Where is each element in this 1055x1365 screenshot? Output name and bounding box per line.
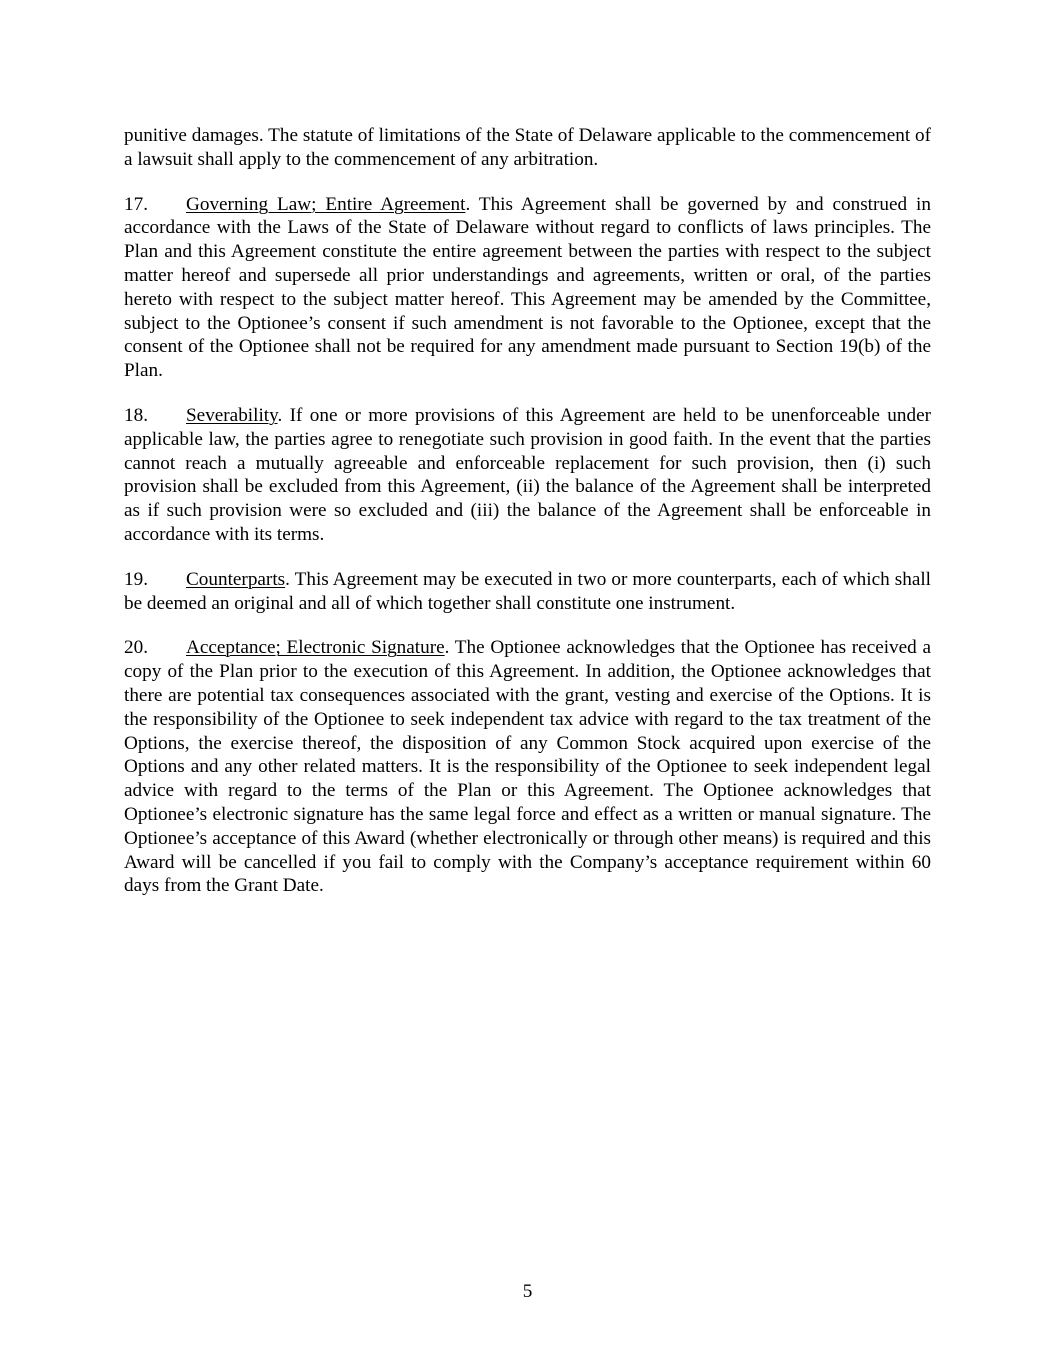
intro-paragraph: punitive damages. The statute of limitations of the State of Delaware applicable to the commencement of a lawsuit shall apply to the commencement of any arbitration. <box>124 125 931 170</box>
document-page <box>124 124 931 919</box>
section-number: 17. <box>124 193 148 215</box>
section-body: . The Optionee acknowledges that the Optionee has received a copy of the Plan prior to the execution of this Agreement. In addition, the Optionee acknowledges that there are potential tax consequences associated with the grant, vesting and exercise of the Options. It is the responsibility of the Optionee to seek independent tax advice with regard to the tax treatment of the Options, the exercise thereof, the disposition of any Common Stock acquired upon exercise of the Options and any other related matters. It is the responsibility of the Optionee to seek independent legal advice with regard to the terms of the Plan or this Agreement. The Optionee acknowledges that Optionee’s electronic signature has the same legal force and effect as a written or manual signature. The Optionee’s acceptance of this Award (whether electronically or through other means) is required and this Award will be cancelled if you fail to comply with the Company’s acceptance requirement within 60 days from the Grant Date. <box>124 637 931 897</box>
section-number: 18. <box>124 404 148 426</box>
section-17 <box>124 193 931 383</box>
section-18 <box>124 404 931 547</box>
section-20 <box>124 636 931 898</box>
section-number: 19. <box>124 568 148 590</box>
section-number: 20. <box>124 637 148 659</box>
section-heading: Severability <box>186 404 278 426</box>
section-heading: Counterparts <box>186 568 286 590</box>
section-body: . This Agreement may be executed in two or more counterparts, each of which shall be deemed an original and all of which together shall constitute one instrument. <box>124 568 931 614</box>
section-heading: Acceptance; Electronic Signature <box>186 637 445 659</box>
section-heading: Governing Law; Entire Agreement <box>186 193 466 215</box>
section-19 <box>124 568 931 616</box>
page-number: 5 <box>522 1281 533 1302</box>
section-body: . If one or more provisions of this Agreement are held to be unenforceable under applicable law, the parties agree to renegotiate such provision in good faith. In the event that the parties cannot reach a mutually agreeable and enforceable replacement for such provision, then (i) such provision shall be excluded from this Agreement, (ii) the balance of the Agreement shall be interpreted as if such provision were so excluded and (iii) the balance of the Agreement shall be enforceable in accordance with its terms. <box>124 404 931 545</box>
section-body: . This Agreement shall be governed by and construed in accordance with the Laws of the State of Delaware without regard to conflicts of laws principles. The Plan and this Agreement constitute the entire agreement between the parties with respect to the subject matter hereof and supersede all prior understandings and agreements, written or oral, of the parties hereto with respect to the subject matter hereof. This Agreement may be amended by the Committee, subject to the Optionee’s consent if such amendment is not favorable to the Optionee, except that the consent of the Optionee shall not be required for any amendment made pursuant to Section 19(b) of the Plan. <box>124 193 931 382</box>
